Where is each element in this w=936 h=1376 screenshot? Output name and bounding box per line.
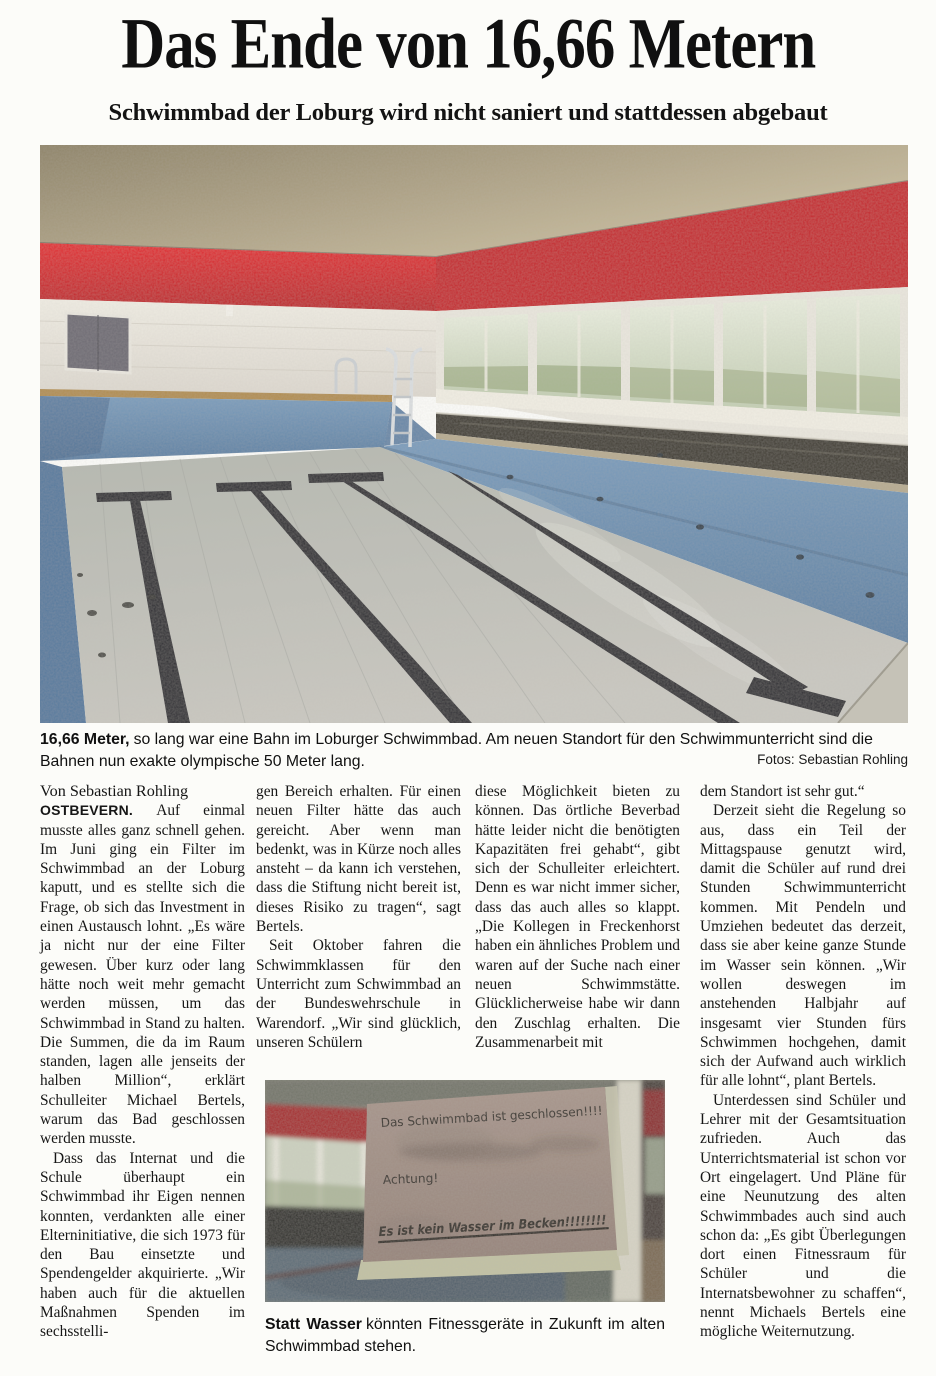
body-paragraph: Seit Oktober fahren die Schwimmklassen für den Unterricht zum Schwimmbad an der Bundeswehrschule in Warendorf. „Wir sind glücklich, unseren Schülern — [256, 937, 461, 1051]
byline: Von Sebastian Rohling — [40, 782, 189, 800]
main-photo-caption — [40, 729, 908, 772]
sign-photo-illustration — [265, 1080, 665, 1302]
body-paragraph: OSTBEVERN. Auf einmal musste alles ganz schnell gehen. Im Juni ging ein Filter im Schwimmbad an der Loburg kaputt, und es stellte sich die Frage, ob sich das Investment in einen Austausch lohnt. „Es wäre ja nicht nur der eine Filter gewesen. Über kurz oder lang hätte noch weit mehr gemacht werden müssen, um das Schwimmbad in Stand zu halten. Die Summen, die da im Raum standen, lagen alle jenseits der halben Million“, erklärt Schulleiter Michael Bertels, warum das Bad geschlossen werden musste. — [40, 802, 245, 1148]
inset-photo — [265, 1080, 665, 1302]
caption-text: so lang war eine Bahn im Loburger Schwimmbad. Am neuen Standort für den Schwimmunterricht sind die Bahnen nun exakte olympische 50 Meter lang. — [40, 731, 873, 770]
photo-credit: Fotos: Sebastian Rohling — [757, 751, 908, 767]
body-paragraph: Unterdessen sind Schüler und Lehrer mit der Gesamtsituation zufrieden. Auch das Unterrichtsmaterial ist schon vor Ort eingelagert. Und Pläne für eine Neunutzung des alten Schwimmbades auch sind auch schon da: „Es gibt Überlegungen dort einen Fitnessraum für Schüler und die Internatsbewohner zu schaffen“, nennt Michaels Bertels eine mögliche Weiternutzung. — [700, 1091, 906, 1341]
article-subtitle: Schwimmbad der Loburg wird nicht saniert und stattdessen abgebaut — [108, 99, 828, 126]
body-paragraph: Dass das Internat und die Schule überhaupt ein Schwimmbad ihr Eigen nennen konnten, verdankten alle einer Elterninitiative, die sich 1973 für den Bau einsetzte und Spendengelder akquirierte. „Wir haben auch für die aktuellen Maßnahmen Spenden im sechsstelli- — [40, 1149, 245, 1341]
body-column-3 — [475, 782, 680, 1052]
page-title — [0, 3, 936, 84]
body-column-4 — [700, 782, 906, 1342]
sign-line2: Achtung! — [382, 1171, 439, 1187]
body-paragraph: diese Möglichkeit bieten zu können. Das örtliche Beverbad hätte leider nicht die benötigten Kapazitäten frei gehabt“, gibt sich der Schulleiter erleichtert. Denn es war nicht immer sicher, dass das auch alles so klappt. „Die Kollegen in Freckenhorst haben ein ähnliches Problem und waren auf der Suche nach einer neuen Schwimmstätte. Glücklicherweise habe wir dann den Zuschlag erhalten. Die Zusammenarbeit mit — [475, 783, 680, 1051]
caption-lead: 16,66 Meter, — [40, 731, 130, 748]
sign-line3: Es ist kein Wasser im Becken!!!!!!!! — [378, 1211, 639, 1241]
dateline: OSTBEVERN. — [40, 802, 157, 819]
body-column-1 — [40, 782, 245, 1342]
body-column-2 — [256, 782, 461, 1052]
body-paragraph: Derzeit sieht die Regelung so aus, dass ein Teil der Mittagspause genutzt wird, damit die Schüler auf rund drei Stunden Schwimmunterricht kommen. Mit Pendeln und Umziehen bedeutet das derzeit, dass sie aber keine ganze Stunde im Wasser sein können. „Wir wollen deswegen im anstehenden Halbjahr auf insgesamt vier Stunden fürs Schwimmen hochgehen, damit sich der Aufwand auch wirklich für alle lohnt“, plant Bertels. — [700, 802, 906, 1090]
body-paragraph: gen Bereich erhalten. Für einen neuen Filter hätte das auch gereicht. Aber wenn man bedenkt, was in Kürze noch alles ansteht – da kann ich verstehen, dass die Stiftung nicht bereit ist, dieses Risiko zu tragen“, sagt Bertels. — [256, 783, 461, 936]
body-paragraph: dem Standort ist sehr gut.“ — [700, 783, 865, 800]
sign-line1: Das Schwimmbad ist geschlossen!!!! — [380, 1103, 607, 1130]
main-photo — [40, 145, 908, 723]
article-body — [40, 782, 908, 1376]
closed-sign — [357, 1086, 639, 1280]
inset-photo-caption — [265, 1314, 665, 1357]
inset-caption-lead: Statt Wasser — [265, 1316, 362, 1333]
pool-photo-illustration — [40, 145, 908, 723]
page-title-text: Das Ende von 16,66 Metern — [120, 3, 816, 84]
inset-caption-text: könnten Fitnessgeräte in Zukunft im alten Schwimmbad stehen. — [265, 1316, 665, 1355]
